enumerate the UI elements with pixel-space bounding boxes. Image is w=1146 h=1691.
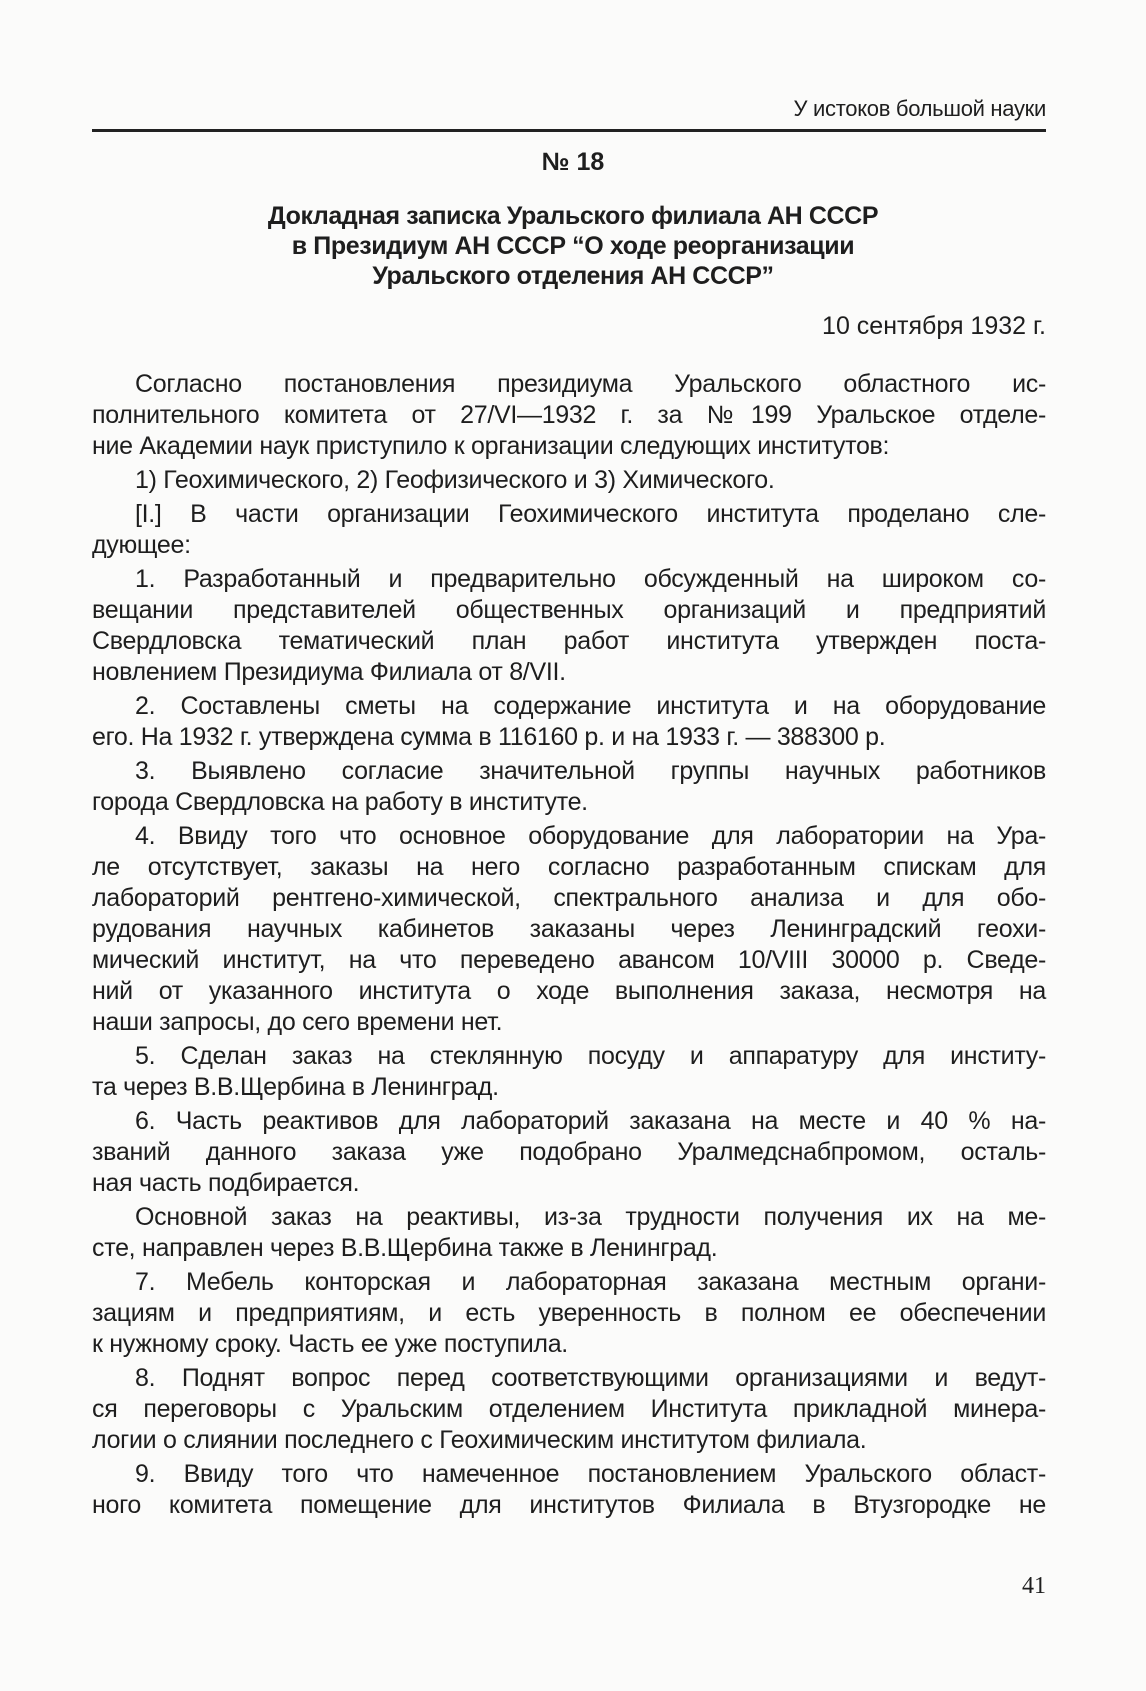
text-line: наши запросы, до сего времени нет. <box>92 1008 503 1036</box>
text-line: к нужному сроку. Часть ее уже поступила. <box>92 1330 568 1358</box>
text-line: города Свердловска на работу в институте. <box>92 788 588 816</box>
text-line: ле отсутствует, заказы на него согласно разработанным спискам для <box>92 853 1046 881</box>
text-line: Согласно постановления президиума Уральского областного ис- <box>135 370 1046 398</box>
document-body <box>92 369 1046 1524</box>
text-line: сте, направлен через В.В.Щербина также в Ленинград. <box>92 1234 718 1262</box>
text-line: логии о слиянии последнего с Геохимическим институтом филиала. <box>92 1426 867 1454</box>
paragraph <box>92 691 1046 753</box>
paragraph <box>92 1106 1046 1199</box>
title-line: Докладная записка Уральского филиала АН СССР <box>267 202 879 230</box>
text-line: лабораторий рентгено-химической, спектрального анализа и для обо- <box>92 884 1046 912</box>
text-line: 6. Часть реактивов для лабораторий заказана на месте и 40 % на- <box>135 1107 1046 1135</box>
text-line: зациям и предприятиям, и есть уверенность в полном ее обеспечении <box>92 1299 1046 1327</box>
text-line: рудования научных кабинетов заказаны через Ленинградский геохи- <box>92 915 1046 943</box>
paragraph <box>92 564 1046 688</box>
paragraph <box>92 369 1046 462</box>
text-line: ние Академии наук приступило к организации следующих институтов: <box>92 432 890 460</box>
paragraph <box>92 1459 1046 1521</box>
text-line: ний от указанного института о ходе выполнения заказа, несмотря на <box>92 977 1046 1005</box>
text-line: 2. Составлены сметы на содержание института и на оборудование <box>135 692 1046 720</box>
text-line: 3. Выявлено согласие значительной группы научных работников <box>135 757 1046 785</box>
text-line: дующее: <box>92 531 191 559</box>
header-rule <box>92 129 1046 132</box>
paragraph <box>92 1267 1046 1360</box>
text-line: 4. Ввиду того что основное оборудование для лаборатории на Ура- <box>135 822 1046 850</box>
running-header: У истоков большой науки <box>793 96 1046 121</box>
document-date: 10 сентября 1932 г. <box>822 312 1046 340</box>
title-line: в Президиум АН СССР “О ходе реорганизации <box>291 232 855 260</box>
paragraph <box>92 1363 1046 1456</box>
paragraph <box>92 756 1046 818</box>
text-line: званий данного заказа уже подобрано Уралмедснабпромом, осталь- <box>92 1138 1046 1166</box>
text-line: Свердловска тематический план работ института утвержден поста- <box>92 627 1046 655</box>
paragraph <box>92 1202 1046 1264</box>
text-line: новлением Президиума Филиала от 8/VII. <box>92 658 566 686</box>
text-line: Основной заказ на реактивы, из-за трудности получения их на ме- <box>135 1203 1046 1231</box>
text-line: ся переговоры с Уральским отделением Института прикладной минера- <box>92 1395 1046 1423</box>
title-line: Уральского отделения АН СССР” <box>372 262 774 290</box>
text-line: его. На 1932 г. утверждена сумма в 116160 р. и на 1933 г. — 388300 р. <box>92 723 886 751</box>
text-line: 1) Геохимического, 2) Геофизического и 3) Химического. <box>135 466 775 494</box>
text-line: 9. Ввиду того что намеченное постановлением Уральского област- <box>135 1460 1046 1488</box>
text-line: полнительного комитета от 27/VI—1932 г. за №199 Уральское отделе- <box>92 401 1046 429</box>
paragraph <box>92 821 1046 1038</box>
text-line: вещании представителей общественных организаций и предприятий <box>92 596 1046 624</box>
text-line: та через В.В.Щербина в Ленинград. <box>92 1073 499 1101</box>
text-line: 1. Разработанный и предварительно обсужденный на широком со- <box>135 565 1046 593</box>
text-line: [I.] В части организации Геохимического института проделано сле- <box>135 500 1046 528</box>
document-number: № 18 <box>541 148 605 176</box>
text-line: ного комитета помещение для институтов Филиала в Втузгородке не <box>92 1491 1046 1519</box>
paragraph <box>92 499 1046 561</box>
paragraph <box>92 1041 1046 1103</box>
text-line: ная часть подбирается. <box>92 1169 360 1197</box>
text-line: 7. Мебель конторская и лабораторная заказана местным органи- <box>135 1268 1046 1296</box>
text-line: мический институт, на что переведено авансом 10/VIII 30000 р. Сведе- <box>92 946 1046 974</box>
page-number: 41 <box>1022 1573 1046 1599</box>
paragraph <box>92 465 1046 496</box>
text-line: 8. Поднят вопрос перед соответствующими организациями и ведут- <box>135 1364 1046 1392</box>
document-title <box>0 201 1146 291</box>
text-line: 5. Сделан заказ на стеклянную посуду и аппаратуру для институ- <box>135 1042 1046 1070</box>
